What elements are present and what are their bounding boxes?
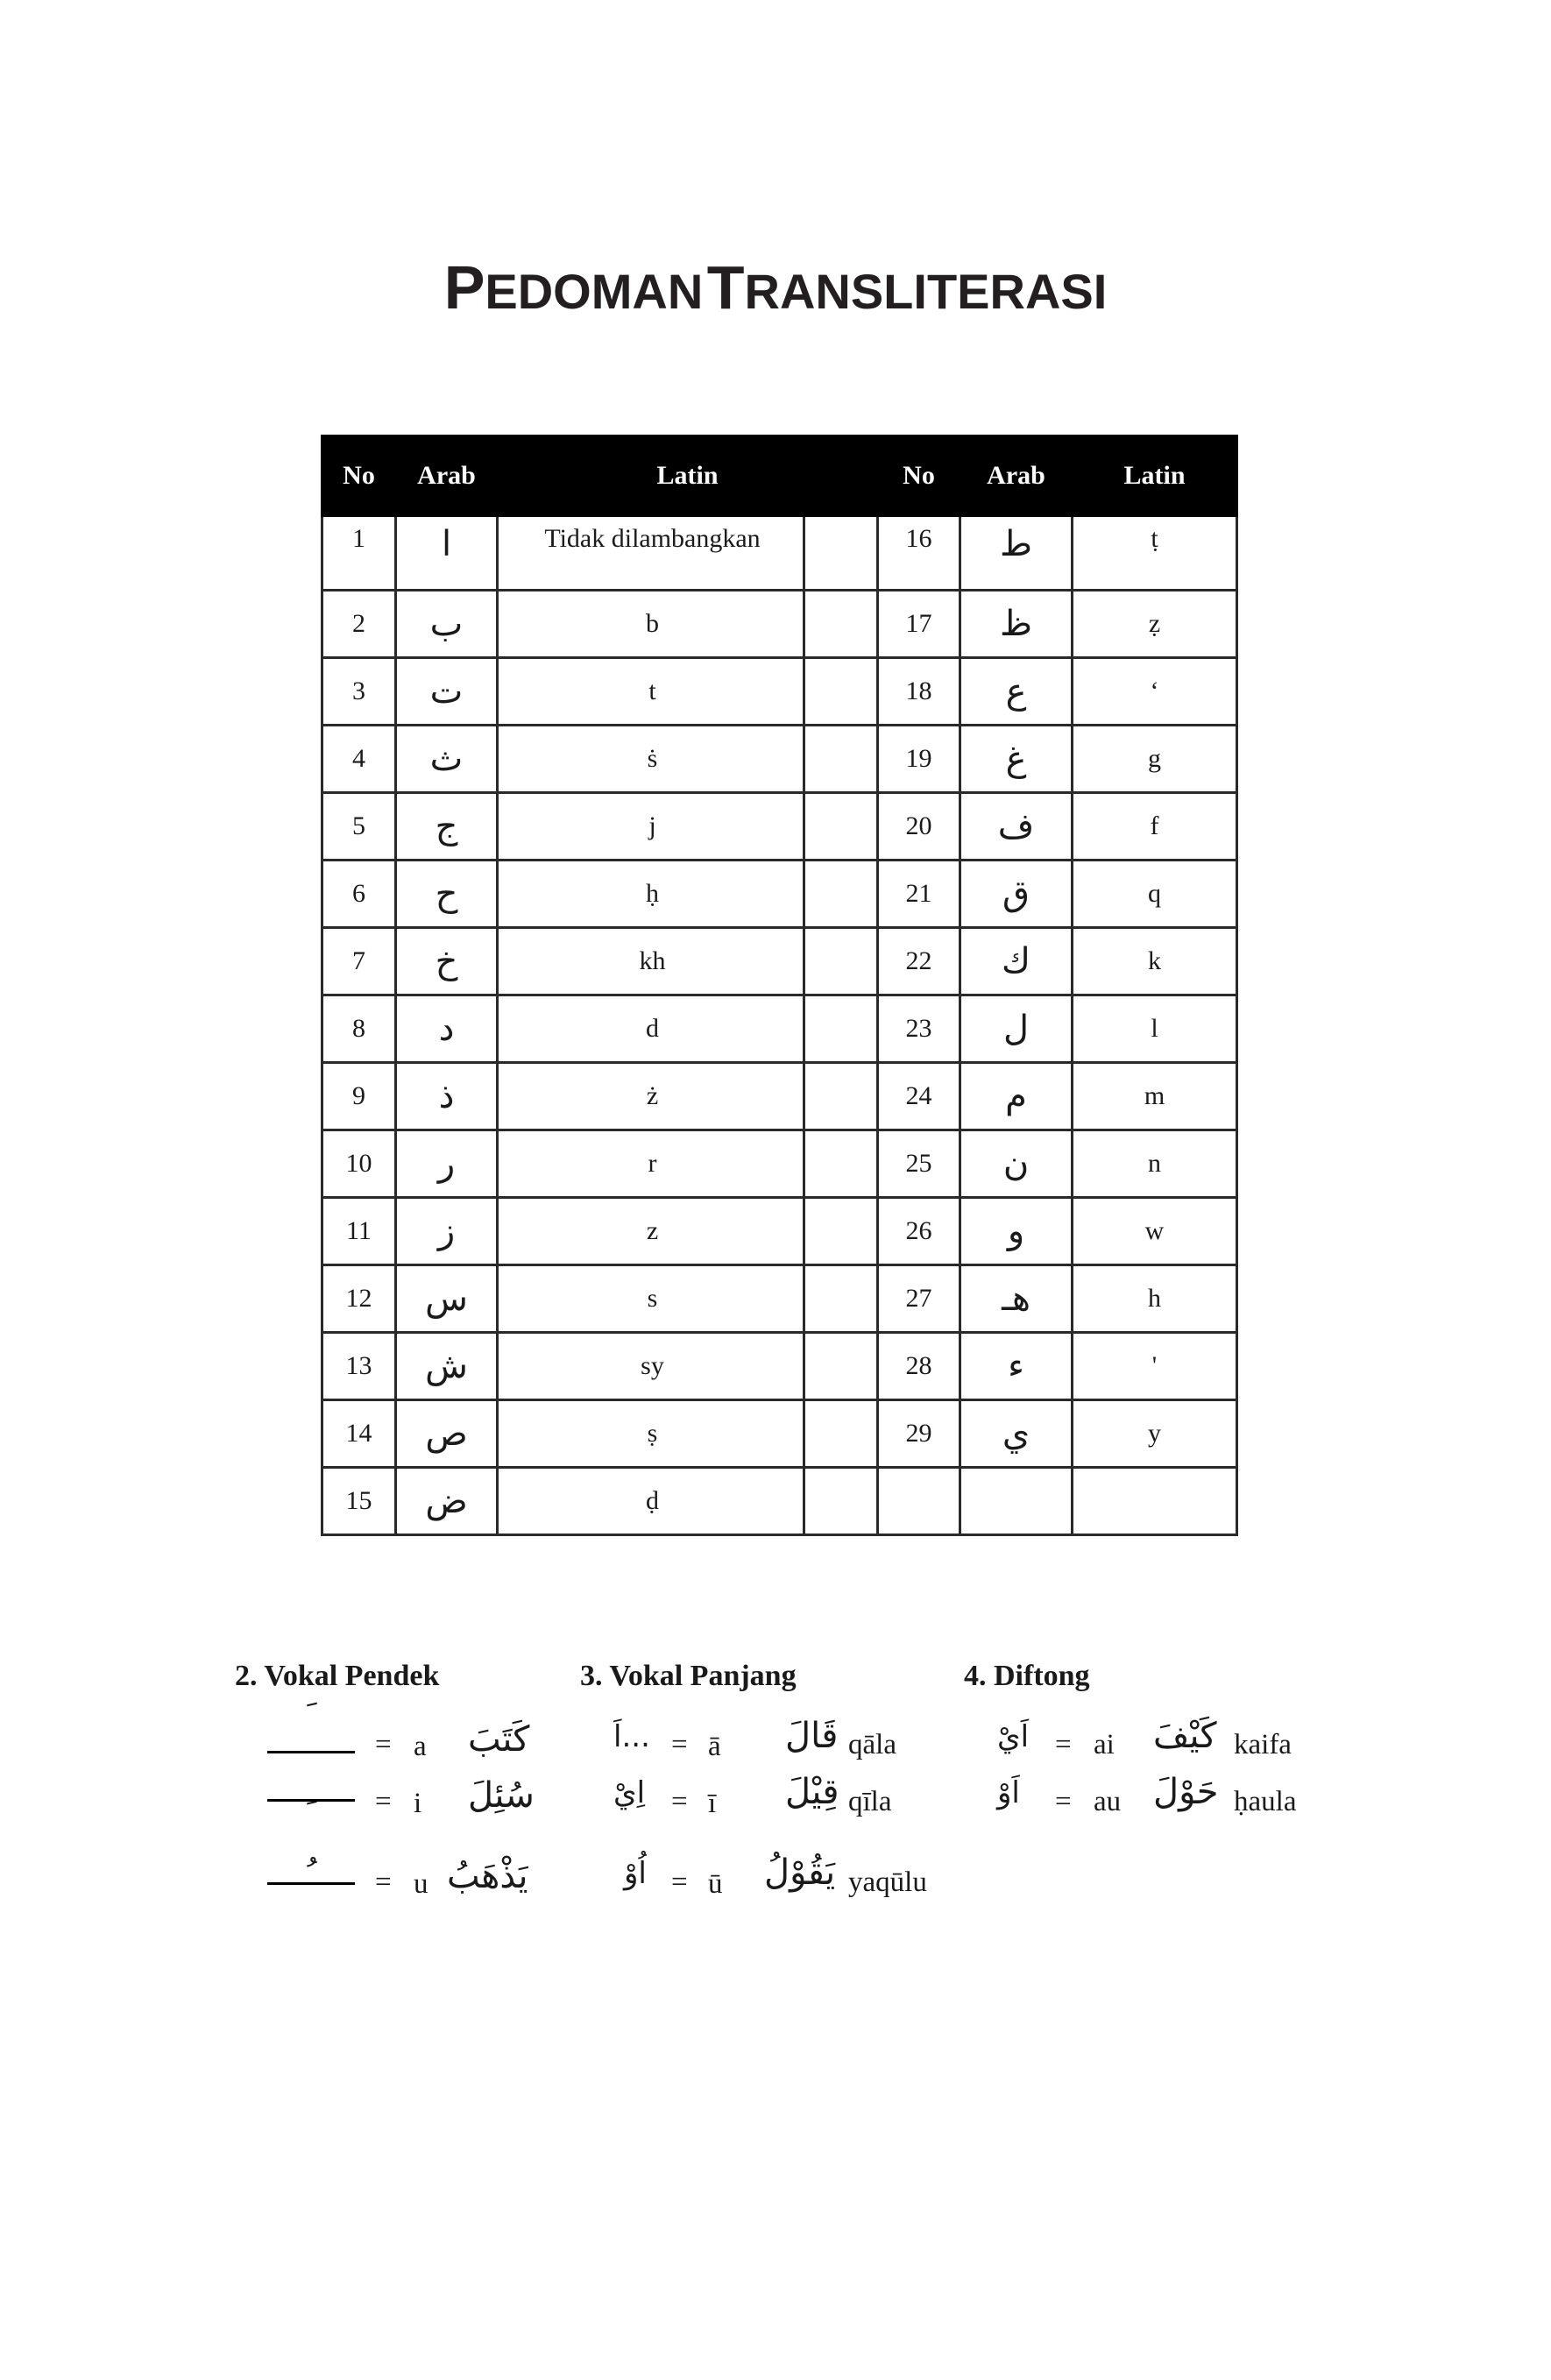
spacer-cell (804, 861, 878, 928)
row-no: 29 (878, 1400, 960, 1468)
arabic-letter: ء (960, 1333, 1073, 1400)
table-row (322, 793, 1237, 861)
spacer-cell (804, 1468, 878, 1535)
arabic-letter: ظ (960, 591, 1073, 658)
latin-value: ‘ (1073, 658, 1237, 726)
equals-sign: = (671, 1729, 688, 1760)
equals-sign: = (1055, 1786, 1072, 1817)
row-no: 18 (878, 658, 960, 726)
arabic-example: قَالَ (785, 1716, 839, 1756)
table-row (322, 516, 1237, 591)
row-no: 7 (322, 928, 396, 995)
arabic-letter (960, 1468, 1073, 1535)
arabic-letter: ع (960, 658, 1073, 726)
diftong-heading: 4. Diftong (964, 1660, 1090, 1692)
row-no: 2 (322, 591, 396, 658)
arabic-letter: ف (960, 793, 1073, 861)
latin-value: b (498, 591, 804, 658)
row-no: 21 (878, 861, 960, 928)
arabic-letter: ث (396, 726, 498, 793)
latin-value (1073, 1468, 1237, 1535)
table-row (322, 928, 1237, 995)
latin-value: q (1073, 861, 1237, 928)
latin-value: d (498, 995, 804, 1063)
arabic-letter: هـ (960, 1265, 1073, 1333)
latin-value: g (1073, 726, 1237, 793)
row-no: 11 (322, 1198, 396, 1265)
table-row (322, 861, 1237, 928)
spacer-cell (804, 658, 878, 726)
title-initial-1: P (443, 253, 485, 322)
latin-value: ẓ (1073, 591, 1237, 658)
base-line (267, 1751, 355, 1753)
latin-value: s (498, 1265, 804, 1333)
arabic-example: كَتَبَ (468, 1719, 530, 1760)
latin-value: Tidak dilambangkan (498, 516, 804, 591)
row-no: 15 (322, 1468, 396, 1535)
latin-value: w (1073, 1198, 1237, 1265)
row-no: 26 (878, 1198, 960, 1265)
row-no: 28 (878, 1333, 960, 1400)
row-no: 3 (322, 658, 396, 726)
arabic-example: يَقُوْلُ (764, 1852, 836, 1893)
latin-value: i (414, 1788, 422, 1819)
arabic-example: يَذْهَبُ (447, 1856, 528, 1896)
arabic-example: قِيْلَ (785, 1772, 839, 1812)
arabic-example: حَوْلَ (1153, 1772, 1219, 1812)
latin-value: z (498, 1198, 804, 1265)
arabic-pattern: اَ... (613, 1719, 650, 1754)
latin-value: r (498, 1130, 804, 1198)
arabic-pattern: اُوْ (624, 1856, 647, 1891)
arabic-letter: ط (960, 516, 1073, 591)
row-no: 6 (322, 861, 396, 928)
table-row (322, 1468, 1237, 1535)
header-no-2: No (878, 436, 960, 516)
table-row (322, 1265, 1237, 1333)
arabic-letter: ن (960, 1130, 1073, 1198)
title-rest-1: EDOMAN (485, 264, 704, 319)
base-line (267, 1882, 355, 1885)
row-no: 8 (322, 995, 396, 1063)
arabic-letter: غ (960, 726, 1073, 793)
table-row (322, 1333, 1237, 1400)
spacer-cell (804, 1400, 878, 1468)
vokal-panjang-heading: 3. Vokal Panjang (580, 1660, 797, 1692)
title-initial-2: T (706, 253, 745, 322)
arabic-letter: د (396, 995, 498, 1063)
arabic-letter: ص (396, 1400, 498, 1468)
latin-value: ḍ (498, 1468, 804, 1535)
row-no: 27 (878, 1265, 960, 1333)
spacer-cell (804, 995, 878, 1063)
equals-sign: = (375, 1866, 392, 1898)
title-rest-2: RANSLITERASI (744, 264, 1108, 319)
arabic-letter: ك (960, 928, 1073, 995)
latin-value: ż (498, 1063, 804, 1130)
latin-value: ī (708, 1788, 717, 1819)
arabic-letter: ل (960, 995, 1073, 1063)
transliteration: yaqūlu (848, 1866, 927, 1898)
latin-value: k (1073, 928, 1237, 995)
transliteration-table (321, 435, 1238, 1536)
header-no: No (322, 436, 396, 516)
spacer-cell (804, 516, 878, 591)
row-no: 12 (322, 1265, 396, 1333)
row-no: 9 (322, 1063, 396, 1130)
arabic-letter: س (396, 1265, 498, 1333)
latin-value: ai (1094, 1729, 1115, 1760)
arabic-letter: ش (396, 1333, 498, 1400)
arabic-letter: و (960, 1198, 1073, 1265)
latin-value: t (498, 658, 804, 726)
row-no: 10 (322, 1130, 396, 1198)
row-no: 20 (878, 793, 960, 861)
arabic-letter: ي (960, 1400, 1073, 1468)
row-no: 24 (878, 1063, 960, 1130)
spacer-cell (804, 1265, 878, 1333)
arabic-letter: م (960, 1063, 1073, 1130)
table-row (322, 1130, 1237, 1198)
arabic-pattern: اِيْ (613, 1775, 646, 1810)
latin-value: y (1073, 1400, 1237, 1468)
row-no: 25 (878, 1130, 960, 1198)
arabic-letter: ز (396, 1198, 498, 1265)
equals-sign: = (1055, 1729, 1072, 1760)
latin-value: ā (708, 1731, 721, 1762)
table-row (322, 1063, 1237, 1130)
arabic-pattern: اَيْ (997, 1719, 1030, 1754)
arabic-letter: ا (396, 516, 498, 591)
page-title (0, 252, 1551, 322)
spacer-cell (804, 1063, 878, 1130)
transliteration: qīla (848, 1786, 892, 1817)
latin-value: l (1073, 995, 1237, 1063)
vokal-pendek-heading: 2. Vokal Pendek (235, 1660, 440, 1692)
latin-value: j (498, 793, 804, 861)
latin-value: ṭ (1073, 516, 1237, 591)
row-no: 4 (322, 726, 396, 793)
spacer-cell (804, 928, 878, 995)
latin-value: a (414, 1731, 427, 1762)
spacer-cell (804, 1198, 878, 1265)
table-row (322, 591, 1237, 658)
arabic-pattern: اَوْ (997, 1775, 1020, 1810)
spacer-cell (804, 793, 878, 861)
arabic-letter: خ (396, 928, 498, 995)
latin-value: ṡ (498, 726, 804, 793)
equals-sign: = (671, 1786, 688, 1817)
arabic-letter: ج (396, 793, 498, 861)
equals-sign: = (375, 1729, 392, 1760)
arabic-letter: ح (396, 861, 498, 928)
latin-value: n (1073, 1130, 1237, 1198)
spacer-cell (804, 726, 878, 793)
row-no: 5 (322, 793, 396, 861)
row-no: 17 (878, 591, 960, 658)
row-no: 14 (322, 1400, 396, 1468)
latin-value: ṣ (498, 1400, 804, 1468)
table-row (322, 658, 1237, 726)
header-latin: Latin (498, 436, 878, 516)
arabic-letter: ت (396, 658, 498, 726)
equals-sign: = (375, 1786, 392, 1817)
header-latin-2: Latin (1073, 436, 1237, 516)
equals-sign: = (671, 1866, 688, 1898)
latin-value: u (414, 1868, 428, 1900)
arabic-letter: ض (396, 1468, 498, 1535)
table-row (322, 726, 1237, 793)
arabic-letter: ب (396, 591, 498, 658)
latin-value: au (1094, 1786, 1122, 1817)
latin-value: sy (498, 1333, 804, 1400)
row-no: 1 (322, 516, 396, 591)
row-no: 13 (322, 1333, 396, 1400)
table-row (322, 995, 1237, 1063)
latin-value: f (1073, 793, 1237, 861)
latin-value: kh (498, 928, 804, 995)
arabic-example: كَيْفَ (1153, 1716, 1217, 1756)
spacer-cell (804, 1130, 878, 1198)
header-arab: Arab (396, 436, 498, 516)
row-no (878, 1468, 960, 1535)
transliteration: ḥaula (1234, 1786, 1297, 1817)
arabic-example: سُئِلَ (468, 1775, 535, 1816)
row-no: 16 (878, 516, 960, 591)
arabic-letter: ذ (396, 1063, 498, 1130)
latin-value: m (1073, 1063, 1237, 1130)
latin-value: ḥ (498, 861, 804, 928)
spacer-cell (804, 1333, 878, 1400)
transliteration: qāla (848, 1729, 896, 1760)
transliteration: kaifa (1234, 1729, 1292, 1760)
latin-value: h (1073, 1265, 1237, 1333)
header-arab-2: Arab (960, 436, 1073, 516)
row-no: 22 (878, 928, 960, 995)
latin-value: ū (708, 1868, 723, 1900)
row-no: 19 (878, 726, 960, 793)
latin-value: ' (1073, 1333, 1237, 1400)
spacer-cell (804, 591, 878, 658)
table-row (322, 1198, 1237, 1265)
table-row (322, 1400, 1237, 1468)
row-no: 23 (878, 995, 960, 1063)
arabic-letter: ر (396, 1130, 498, 1198)
arabic-letter: ق (960, 861, 1073, 928)
table-header-row (322, 436, 1237, 516)
base-line (267, 1799, 355, 1802)
